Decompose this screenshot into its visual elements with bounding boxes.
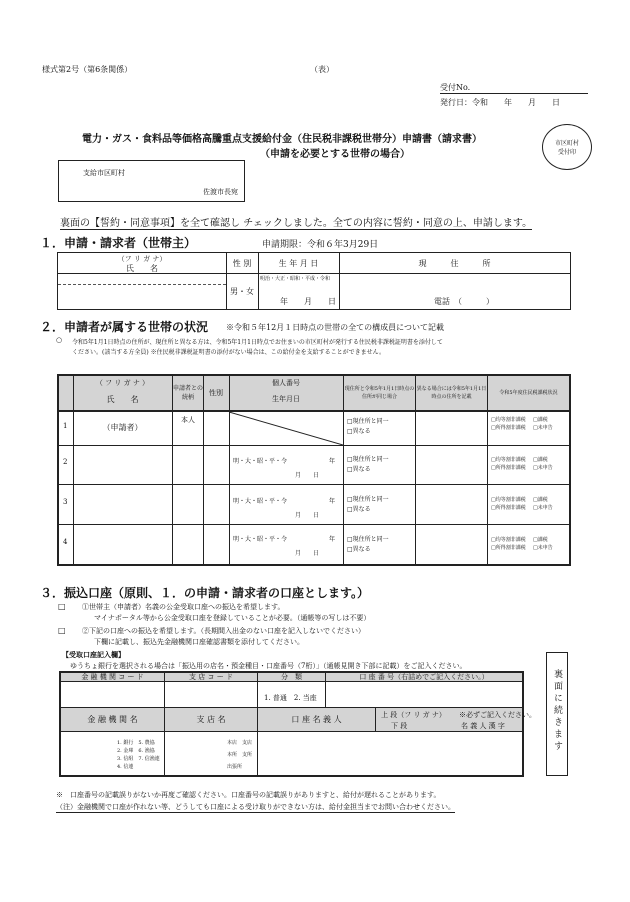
applicant-table [57,252,571,310]
applicant-phone[interactable]: 電話 （ ） [434,297,494,306]
row4-tax-opt3[interactable]: □所得割非課税 [491,545,526,551]
applicant-name-header: 氏 名 [126,264,158,273]
row4-tax-opt2[interactable]: □課税 [533,537,548,543]
household-table [57,374,571,566]
household-sex-header: 性別 [209,389,223,397]
option1-note: マイナポータル等から公金受取口座を登録していることが必要。（通帳等の写しは不要） [94,614,371,622]
row4-diff-addr[interactable]: □異なる [347,546,371,553]
holder-kanji-label: 名 義 人 漢 字 [461,722,505,730]
row2-tax-opt4[interactable]: □未申告 [533,465,553,471]
option2-note: 下欄に記載し、振込先金融機関口座確認書類を添付してください。 [94,638,304,646]
issue-date: 発行日：令和 年 月 日 [440,98,560,107]
holder-lower-label: 下 段 [391,722,408,730]
applicant-address-header: 現 住 所 [418,258,491,268]
applicant-birth-header: 生 年 月 日 [278,258,319,268]
section3-heading: ３．振込口座（原則、１．の申請・請求者の口座とします。） [40,586,370,600]
section2-heading: ２．申請者が属する世帯の状況 [40,320,209,334]
household-mynumber-header: 個人番号 [272,379,300,387]
option1-checkbox[interactable]: □ [58,602,66,611]
section2-para-line2: ください。(該当する方全員) ※住民税非課税証明書の添付がない場合は、この給付金を支給することができません。 [72,349,385,356]
row3-month-day[interactable]: 月 日 [295,512,320,519]
row2-tax-opt3[interactable]: □所得割非課税 [491,465,526,471]
holder-upper-label: 上 段（フ リ ガ ナ） [381,711,446,719]
row3-tax-opt4[interactable]: □未申告 [533,505,553,511]
household-same-addr-header: 現住所と令和5年1月1日時点の住所が同じ場合 [344,386,415,400]
stamp-line2: 受付印 [557,149,576,156]
footer-note-2: （注）金融機関で口座が作れない等、どうしても口座による受け取りができない方は、給付金担当までお問い合わせください。 [56,803,455,811]
row1-same-addr[interactable]: □現住所と同一 [347,418,389,425]
branch-type-2[interactable]: 本所 支所 [227,752,253,758]
applicant-era-options[interactable]: 明治・大正・昭和・平成・令和 [260,276,331,282]
row4-tax-opt1[interactable]: □均等割非課税 [491,537,526,543]
row-number: 2 [63,458,68,466]
row1-tax-opt3[interactable]: □所得割非課税 [491,425,526,431]
mayor-label: 佐渡市長宛 [203,188,238,196]
section1-heading: １．申請・請求者（世帯主） [40,236,197,250]
row1-tax-opt4[interactable]: □未申告 [533,425,553,431]
receipt-stamp [542,124,592,170]
front-side-label: （表） [310,65,334,74]
household-relation-header: 申請者との続柄 [173,385,204,401]
continues-on-back: 裏面に続きます [552,669,562,753]
row3-tax-opt1[interactable]: □均等割非課税 [491,497,526,503]
option2-text: ②下記の口座への振込を希望します。（長期間入出金のない口座を記入しないでください） [82,627,365,635]
bank-type-3[interactable]: 3. 信組 7. 信漁連 [117,756,160,762]
account-kind-options[interactable]: 1. 普通 2. 当座 [264,694,317,702]
row2-year[interactable]: 年 [329,458,336,465]
row3-same-addr[interactable]: □現住所と同一 [347,496,389,503]
applicant-birth-ymd[interactable]: 年 月 日 [280,297,336,306]
section2-para-line1: 令和5年1月1日時点の住所が、現住所と異なる方は、令和5年1月1日時点でお住まいの市区町村が発行する住民税非課税証明書を添付して [72,339,443,346]
option2-checkbox[interactable]: □ [58,626,66,635]
row2-tax-opt2[interactable]: □課税 [533,457,548,463]
bank-name-header: 金 融 機 関 名 [87,715,138,724]
bank-type-4[interactable]: 4. 信連 [117,764,134,770]
form-number: 様式第2号（第6条関係） [42,65,133,74]
form-title: 電力・ガス・食料品等価格高騰重点支援給付金（住民税非課税世帯分）申請書（請求書） [82,134,482,145]
municipality-label: 支給市区町村 [83,169,125,177]
account-table [59,671,536,777]
row-number: 1 [63,422,68,430]
row1-tax-opt2[interactable]: □課税 [533,417,548,423]
option1-text: ①世帯主（申請者）名義の公金受取口座への振込を希望します。 [82,603,285,611]
row1-birth-strike [229,412,343,445]
row4-month-day[interactable]: 月 日 [295,550,320,557]
row3-era[interactable]: 明・大・昭・平・令 [233,498,288,505]
row2-same-addr[interactable]: □現住所と同一 [347,456,389,463]
continues-on-back-box [546,652,568,776]
stamp-line1: 市区町村 [554,140,579,147]
row4-same-addr[interactable]: □現住所と同一 [347,536,389,543]
municipality-box [58,160,245,202]
row2-diff-addr[interactable]: □異なる [347,466,371,473]
account-number-header: 口 座 番 号（右詰めでご記入ください。） [359,673,489,681]
application-deadline: 申請期限：令和６年3月29日 [262,240,379,250]
row4-tax-opt4[interactable]: □未申告 [533,545,553,551]
bank-type-2[interactable]: 2. 金庫 6. 漁協 [117,748,155,754]
branch-type-3[interactable]: 出張所 [227,764,243,770]
bank-code-header: 金 融 機 関 コ ー ド [81,673,144,681]
row1-tax-opt1[interactable]: □均等割非課税 [491,417,526,423]
kind-header: 分 類 [281,673,302,681]
row-number: 3 [63,498,68,506]
household-diff-addr-header: 異なる場合には令和5年1月1日時点の住所を記載 [416,386,487,400]
applicant-sex-value[interactable]: 男・女 [230,286,254,296]
branch-name-header: 支 店 名 [196,715,226,724]
pledge-statement: 裏面の【誓約・同意事項】を全て確認し チェックしました。全ての内容に誓約・同意の上、申請します。 [60,214,532,230]
branch-code-header: 支 店 コ ー ド [189,673,233,681]
yucho-note: ゆうちょ銀行を選択される場合は「振込用の店名・預金種目・口座番号（7桁）」（通帳見開き下部に記載）をご記入ください。 [70,662,467,670]
bank-type-1[interactable]: 1. 銀行 5. 農協 [117,740,155,746]
row4-year[interactable]: 年 [329,536,336,543]
household-birth-header: 生年月日 [272,395,300,403]
section2-bullet: ○ [56,336,63,344]
row1-diff-addr[interactable]: □異なる [347,428,371,435]
branch-type-1[interactable]: 本店 支店 [227,740,253,746]
applicant-sex-header: 性 別 [232,258,252,268]
account-box-title: 【受取口座記入欄】 [62,650,125,659]
row2-tax-opt1[interactable]: □均等割非課税 [491,457,526,463]
section2-note: ※令和５年12月１日時点の世帯の全ての構成員について記載 [226,323,445,332]
row2-month-day[interactable]: 月 日 [295,472,320,479]
account-holder-header: 口 座 名 義 人 [291,715,342,724]
row3-tax-opt2[interactable]: □課税 [533,497,548,503]
row3-tax-opt3[interactable]: □所得割非課税 [491,505,526,511]
row4-era[interactable]: 明・大・昭・平・令 [233,536,288,543]
row-number: 4 [63,538,68,546]
applicant-furigana-header: （フ リ ガ ナ） [117,254,167,263]
household-furigana-header: （ フ リ ガ ナ ） [95,379,150,387]
household-tax-header: 令和5年度住民税課税状況 [499,390,558,396]
row3-diff-addr[interactable]: □異なる [347,506,371,513]
footer-note-1: ※ 口座番号の記載誤りがないか再度ご確認ください。口座番号の記載誤りがありますと、給付が遅れることがあります。 [56,791,441,799]
row2-era[interactable]: 明・大・昭・平・令 [233,458,288,465]
row3-year[interactable]: 年 [329,498,336,505]
applicant-row-name: （申請者） [102,422,143,432]
applicant-row-relation: 本人 [181,416,195,424]
household-name-header: 氏 名 [106,394,139,404]
form-subtitle: （申請を必要とする世帯の場合） [260,149,410,160]
receipt-number: 受付No. [440,82,588,94]
holder-required-note: ※必ずご記入ください。 [459,711,536,719]
